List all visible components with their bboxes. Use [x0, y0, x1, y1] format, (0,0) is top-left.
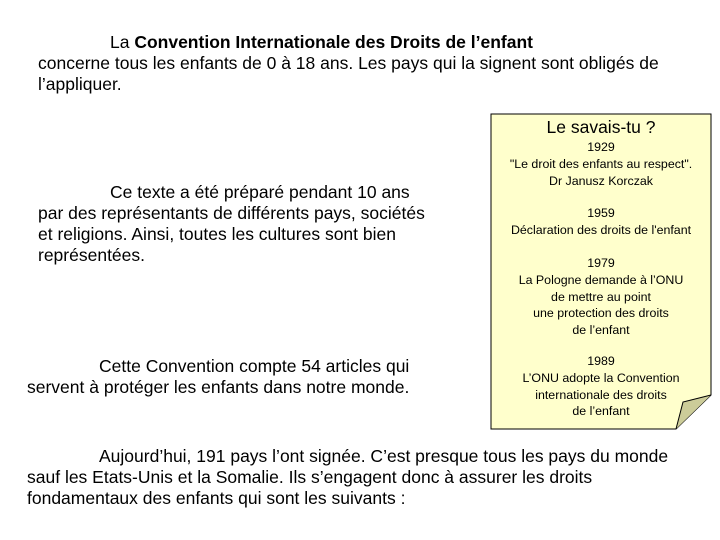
- entry-line: Déclaration des droits de l'enfant: [510, 223, 692, 238]
- did-you-know-note: [490, 113, 710, 428]
- entry-year: 1929: [587, 140, 615, 154]
- entry-line: La Pologne demande à l’ONU: [518, 272, 684, 287]
- intro-first-line: [38, 32, 668, 53]
- timeline-entry-1959: [490, 205, 712, 239]
- articles-paragraph: [27, 356, 437, 398]
- entry-line: de l’enfant: [572, 404, 630, 419]
- entry-line: une protection des droits: [533, 306, 669, 321]
- entry-year: 1979: [587, 255, 615, 270]
- convention-title: Convention Internationale des Droits de l’enfant: [134, 32, 533, 52]
- articles-text: Cette Convention compte 54 articles qui servent à protéger les enfants dans notre monde.: [27, 356, 410, 397]
- preparation-text: Ce texte a été préparé pendant 10 ans par des représentants de différents pays, sociétés et religions. Ainsi, toutes les cultures sont bien représentées.: [38, 182, 425, 265]
- entry-year: 1989: [587, 353, 615, 368]
- signatories-paragraph: [27, 446, 697, 509]
- intro-prefix: La: [110, 32, 135, 52]
- entry-line: Dr Janusz Korczak: [549, 173, 653, 188]
- entry-line: de mettre au point: [551, 289, 651, 304]
- entry-line: "Le droit des enfants au respect".: [509, 156, 693, 171]
- entry-line: de l’enfant: [572, 323, 630, 338]
- entry-line: L’ONU adopte la Convention: [522, 370, 680, 385]
- signatories-text: Aujourd’hui, 191 pays l’ont signée. C’est presque tous les pays du monde sauf les Etats-Unis et la Somalie. Ils s’engagent donc à assurer les droits fondamentaux des enfants qui sont les suivants :: [27, 446, 669, 508]
- note-title: Le savais-tu ?: [546, 117, 656, 137]
- entry-year: 1959: [587, 206, 615, 221]
- preparation-paragraph: [38, 182, 438, 266]
- note-timeline: [490, 139, 712, 420]
- timeline-entry-1929: [490, 139, 712, 189]
- timeline-entry-1989: [490, 353, 712, 420]
- intro-paragraph: [38, 32, 668, 95]
- entry-line: internationale des droits: [535, 387, 667, 402]
- intro-rest: concerne tous les enfants de 0 à 18 ans. Les pays qui la signent sont obligés de l’appliquer.: [38, 53, 659, 94]
- timeline-entry-1979: [490, 255, 712, 339]
